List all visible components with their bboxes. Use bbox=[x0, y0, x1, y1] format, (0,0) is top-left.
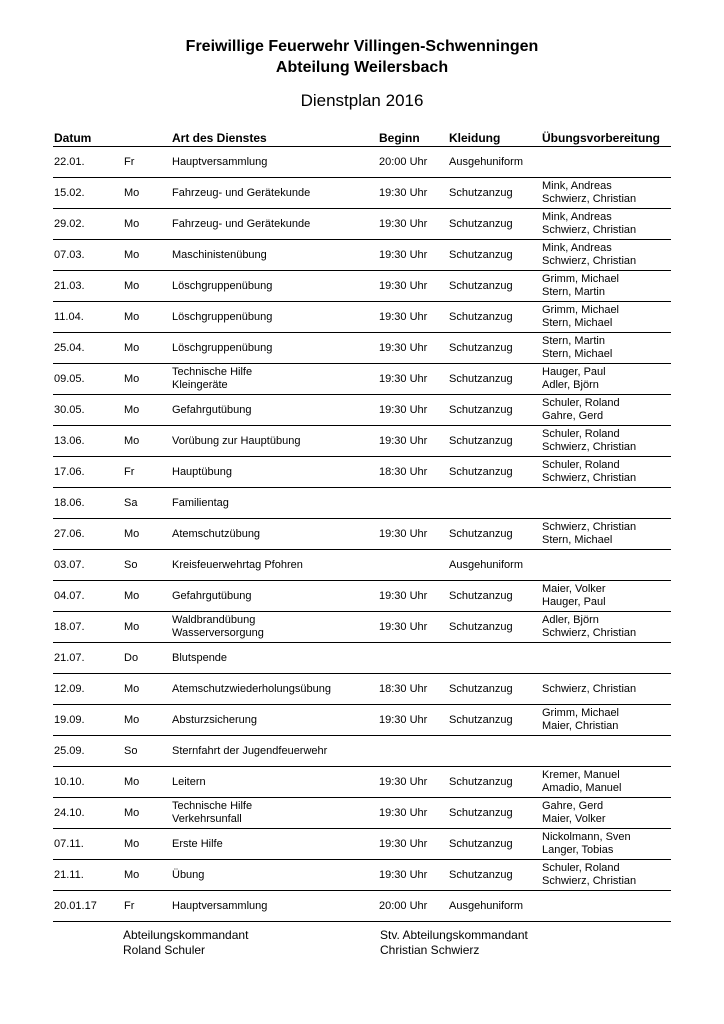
row-preparation bbox=[542, 333, 612, 363]
row-start-time: 20:00 Uhr bbox=[379, 899, 428, 912]
row-weekday: Mo bbox=[124, 248, 140, 261]
preparation-name: Stern, Michael bbox=[542, 534, 613, 546]
preparation-name: Mink, Andreas bbox=[542, 242, 612, 254]
preparation-name: Mink, Andreas bbox=[542, 211, 612, 223]
preparation-name: Stern, Michael bbox=[542, 317, 613, 329]
row-weekday: Sa bbox=[124, 496, 138, 509]
row-clothing: Ausgehuniform bbox=[449, 558, 523, 571]
preparation-name: Gahre, Gerd bbox=[542, 410, 604, 422]
row-service-type bbox=[172, 705, 257, 735]
title-line-1: Freiwillige Feuerwehr Villingen-Schwenningen bbox=[185, 38, 539, 55]
signature-deputy bbox=[380, 928, 528, 958]
service-type-line: Kleingeräte bbox=[172, 379, 228, 391]
row-clothing: Ausgehuniform bbox=[449, 899, 523, 912]
row-date: 03.07. bbox=[54, 558, 85, 571]
page-title: Dienstplan 2016 bbox=[300, 91, 424, 110]
service-type-line: Leitern bbox=[172, 775, 206, 788]
preparation-name: Grimm, Michael bbox=[542, 273, 620, 285]
signature-commander-name: Roland Schuler bbox=[123, 943, 206, 957]
row-preparation bbox=[542, 860, 636, 890]
row-service-type bbox=[172, 581, 252, 611]
schedule-table bbox=[53, 130, 671, 922]
row-start-time: 19:30 Uhr bbox=[379, 248, 428, 261]
row-start-time: 19:30 Uhr bbox=[379, 620, 428, 633]
preparation-name: Schwierz, Christian bbox=[542, 682, 637, 695]
row-service-type bbox=[172, 271, 272, 301]
row-service-type bbox=[172, 395, 252, 425]
row-service-type bbox=[172, 891, 267, 921]
preparation-name: Grimm, Michael bbox=[542, 304, 620, 316]
service-type-line: Maschinistenübung bbox=[172, 248, 267, 261]
row-start-time: 19:30 Uhr bbox=[379, 217, 428, 230]
row-clothing: Schutzanzug bbox=[449, 279, 513, 292]
service-type-line: Löschgruppenübung bbox=[172, 279, 273, 292]
preparation-name: Schwierz, Christian bbox=[542, 441, 637, 453]
row-clothing: Schutzanzug bbox=[449, 868, 513, 881]
row-date: 13.06. bbox=[54, 434, 85, 447]
table-row bbox=[53, 674, 671, 705]
row-preparation bbox=[542, 209, 636, 239]
preparation-name: Gahre, Gerd bbox=[542, 800, 604, 812]
row-weekday: Mo bbox=[124, 372, 140, 385]
signature-commander-role: Abteilungskommandant bbox=[123, 928, 249, 942]
row-date: 18.06. bbox=[54, 496, 85, 509]
service-type-line: Vorübung zur Hauptübung bbox=[172, 434, 301, 447]
service-type-line: Fahrzeug- und Gerätekunde bbox=[172, 217, 311, 230]
row-start-time: 18:30 Uhr bbox=[379, 465, 428, 478]
row-clothing: Schutzanzug bbox=[449, 837, 513, 850]
title-line-2: Abteilung Weilersbach bbox=[275, 59, 449, 76]
row-date: 24.10. bbox=[54, 806, 85, 819]
row-clothing: Schutzanzug bbox=[449, 217, 513, 230]
service-type-line: Blutspende bbox=[172, 651, 228, 664]
row-start-time: 19:30 Uhr bbox=[379, 403, 428, 416]
row-weekday: Do bbox=[124, 651, 139, 664]
row-service-type bbox=[172, 798, 252, 828]
preparation-name: Stern, Martin bbox=[542, 286, 605, 298]
signature-deputy-name: Christian Schwierz bbox=[380, 943, 480, 957]
row-service-type bbox=[172, 364, 252, 394]
column-header-clothing: Kleidung bbox=[449, 131, 501, 145]
row-preparation bbox=[542, 612, 636, 642]
row-date: 18.07. bbox=[54, 620, 85, 633]
row-clothing: Schutzanzug bbox=[449, 806, 513, 819]
row-start-time: 19:30 Uhr bbox=[379, 806, 428, 819]
table-body bbox=[53, 147, 671, 922]
row-start-time: 19:30 Uhr bbox=[379, 372, 428, 385]
row-service-type bbox=[172, 550, 303, 580]
table-row bbox=[53, 395, 671, 426]
row-date: 20.01.17 bbox=[54, 899, 97, 912]
row-start-time: 19:30 Uhr bbox=[379, 434, 428, 447]
row-start-time: 19:30 Uhr bbox=[379, 589, 428, 602]
row-clothing: Schutzanzug bbox=[449, 248, 513, 261]
preparation-name: Schuler, Roland bbox=[542, 862, 620, 874]
preparation-name: Adler, Björn bbox=[542, 614, 599, 626]
row-clothing: Schutzanzug bbox=[449, 310, 513, 323]
row-clothing: Schutzanzug bbox=[449, 403, 513, 416]
row-preparation bbox=[542, 302, 619, 332]
row-service-type bbox=[172, 674, 331, 704]
row-weekday: Mo bbox=[124, 713, 140, 726]
row-service-type bbox=[172, 302, 272, 332]
row-service-type bbox=[172, 178, 310, 208]
table-row bbox=[53, 240, 671, 271]
table-row bbox=[53, 581, 671, 612]
preparation-name: Grimm, Michael bbox=[542, 707, 620, 719]
row-weekday: Mo bbox=[124, 806, 140, 819]
table-row bbox=[53, 364, 671, 395]
service-type-line: Technische Hilfe bbox=[172, 366, 253, 378]
row-preparation bbox=[542, 674, 636, 704]
row-clothing: Schutzanzug bbox=[449, 527, 513, 540]
column-header-start: Beginn bbox=[379, 131, 420, 145]
row-weekday: Mo bbox=[124, 682, 140, 695]
row-date: 25.09. bbox=[54, 744, 85, 757]
row-weekday: Fr bbox=[124, 155, 135, 168]
preparation-name: Maier, Volker bbox=[542, 583, 606, 595]
row-weekday: Fr bbox=[124, 899, 135, 912]
row-start-time: 19:30 Uhr bbox=[379, 279, 428, 292]
row-start-time: 19:30 Uhr bbox=[379, 527, 428, 540]
table-row bbox=[53, 271, 671, 302]
row-weekday: Mo bbox=[124, 341, 140, 354]
row-preparation bbox=[542, 395, 620, 425]
table-row bbox=[53, 643, 671, 674]
preparation-name: Langer, Tobias bbox=[542, 844, 614, 856]
row-start-time: 20:00 Uhr bbox=[379, 155, 428, 168]
signature-deputy-role: Stv. Abteilungskommandant bbox=[380, 928, 528, 942]
row-service-type bbox=[172, 488, 229, 518]
preparation-name: Schuler, Roland bbox=[542, 459, 620, 471]
row-service-type bbox=[172, 860, 204, 890]
table-row bbox=[53, 705, 671, 736]
row-weekday: Mo bbox=[124, 217, 140, 230]
row-date: 10.10. bbox=[54, 775, 85, 788]
row-date: 25.04. bbox=[54, 341, 85, 354]
row-service-type bbox=[172, 767, 206, 797]
row-start-time: 19:30 Uhr bbox=[379, 775, 428, 788]
row-preparation bbox=[542, 519, 636, 549]
row-preparation bbox=[542, 426, 636, 456]
preparation-name: Kremer, Manuel bbox=[542, 769, 620, 781]
row-weekday: Mo bbox=[124, 837, 140, 850]
column-header-prep: Übungsvorbereitung bbox=[542, 131, 661, 145]
row-clothing: Schutzanzug bbox=[449, 620, 513, 633]
service-type-line: Wasserversorgung bbox=[172, 627, 264, 639]
preparation-name: Schuler, Roland bbox=[542, 397, 620, 409]
table-row bbox=[53, 302, 671, 333]
row-clothing: Schutzanzug bbox=[449, 434, 513, 447]
row-date: 22.01. bbox=[54, 155, 85, 168]
table-row bbox=[53, 767, 671, 798]
service-type-line: Familientag bbox=[172, 496, 229, 509]
service-type-line: Gefahrgutübung bbox=[172, 403, 252, 416]
table-row bbox=[53, 426, 671, 457]
row-weekday: Mo bbox=[124, 403, 140, 416]
row-date: 15.02. bbox=[54, 186, 85, 199]
row-service-type bbox=[172, 240, 267, 270]
row-date: 21.07. bbox=[54, 651, 85, 664]
table-row bbox=[53, 736, 671, 767]
column-header-date: Datum bbox=[54, 131, 92, 145]
column-header-type: Art des Dienstes bbox=[172, 131, 267, 145]
service-type-line: Fahrzeug- und Gerätekunde bbox=[172, 186, 311, 199]
preparation-name: Schwierz, Christian bbox=[542, 627, 637, 639]
row-date: 07.11. bbox=[54, 837, 84, 850]
preparation-name: Stern, Michael bbox=[542, 348, 613, 360]
service-type-line: Atemschutzübung bbox=[172, 527, 261, 540]
row-weekday: Mo bbox=[124, 589, 140, 602]
row-service-type bbox=[172, 147, 267, 177]
row-service-type bbox=[172, 333, 272, 363]
preparation-name: Schwierz, Christian bbox=[542, 255, 637, 267]
row-clothing: Schutzanzug bbox=[449, 372, 513, 385]
row-start-time: 19:30 Uhr bbox=[379, 310, 428, 323]
row-date: 17.06. bbox=[54, 465, 85, 478]
service-type-line: Atemschutzwiederholungsübung bbox=[172, 682, 331, 695]
row-date: 19.09. bbox=[54, 713, 85, 726]
row-preparation bbox=[542, 178, 636, 208]
row-clothing: Ausgehuniform bbox=[449, 155, 523, 168]
table-row bbox=[53, 798, 671, 829]
table-row bbox=[53, 178, 671, 209]
row-preparation bbox=[542, 364, 606, 394]
row-date: 04.07. bbox=[54, 589, 85, 602]
row-date: 09.05. bbox=[54, 372, 85, 385]
row-date: 21.11. bbox=[54, 868, 84, 881]
signature-commander bbox=[123, 928, 248, 958]
preparation-name: Schwierz, Christian bbox=[542, 193, 637, 205]
row-clothing: Schutzanzug bbox=[449, 589, 513, 602]
row-preparation bbox=[542, 581, 606, 611]
table-row bbox=[53, 519, 671, 550]
table-header bbox=[53, 130, 671, 147]
service-type-line: Technische Hilfe bbox=[172, 800, 253, 812]
preparation-name: Mink, Andreas bbox=[542, 180, 612, 192]
row-preparation bbox=[542, 457, 636, 487]
table-row bbox=[53, 147, 671, 178]
row-service-type bbox=[172, 457, 232, 487]
service-type-line: Sternfahrt der Jugendfeuerwehr bbox=[172, 744, 328, 757]
table-row bbox=[53, 457, 671, 488]
preparation-name: Schwierz, Christian bbox=[542, 521, 637, 533]
preparation-name: Schuler, Roland bbox=[542, 428, 620, 440]
row-start-time: 19:30 Uhr bbox=[379, 837, 428, 850]
row-clothing: Schutzanzug bbox=[449, 186, 513, 199]
row-service-type bbox=[172, 643, 227, 673]
service-type-line: Verkehrsunfall bbox=[172, 813, 242, 825]
row-start-time: 19:30 Uhr bbox=[379, 713, 428, 726]
row-preparation bbox=[542, 705, 619, 735]
preparation-name: Amadio, Manuel bbox=[542, 782, 622, 794]
service-type-line: Absturzsicherung bbox=[172, 713, 257, 726]
preparation-name: Hauger, Paul bbox=[542, 596, 606, 608]
service-type-line: Kreisfeuerwehrtag Pfohren bbox=[172, 558, 303, 571]
row-preparation bbox=[542, 240, 636, 270]
row-service-type bbox=[172, 829, 223, 859]
row-weekday: Mo bbox=[124, 868, 140, 881]
table-row bbox=[53, 333, 671, 364]
row-weekday: Mo bbox=[124, 279, 140, 292]
row-weekday: Mo bbox=[124, 620, 140, 633]
row-start-time: 19:30 Uhr bbox=[379, 868, 428, 881]
row-weekday: Fr bbox=[124, 465, 135, 478]
table-row bbox=[53, 860, 671, 891]
row-date: 29.02. bbox=[54, 217, 85, 230]
service-type-line: Hauptübung bbox=[172, 465, 232, 478]
preparation-name: Schwierz, Christian bbox=[542, 472, 637, 484]
table-row bbox=[53, 829, 671, 860]
row-date: 12.09. bbox=[54, 682, 85, 695]
preparation-name: Nickolmann, Sven bbox=[542, 831, 631, 843]
row-service-type bbox=[172, 736, 327, 766]
row-date: 27.06. bbox=[54, 527, 85, 540]
row-clothing: Schutzanzug bbox=[449, 341, 513, 354]
row-clothing: Schutzanzug bbox=[449, 465, 513, 478]
row-weekday: So bbox=[124, 744, 138, 757]
service-type-line: Löschgruppenübung bbox=[172, 341, 273, 354]
row-start-time: 19:30 Uhr bbox=[379, 186, 428, 199]
row-service-type bbox=[172, 209, 310, 239]
row-service-type bbox=[172, 612, 264, 642]
service-type-line: Löschgruppenübung bbox=[172, 310, 273, 323]
row-weekday: Mo bbox=[124, 775, 140, 788]
row-clothing: Schutzanzug bbox=[449, 775, 513, 788]
row-service-type bbox=[172, 519, 260, 549]
row-clothing: Schutzanzug bbox=[449, 713, 513, 726]
row-date: 07.03. bbox=[54, 248, 85, 261]
table-row bbox=[53, 891, 671, 922]
table-row bbox=[53, 209, 671, 240]
preparation-name: Stern, Martin bbox=[542, 335, 605, 347]
row-weekday: Mo bbox=[124, 186, 140, 199]
row-preparation bbox=[542, 767, 622, 797]
row-weekday: So bbox=[124, 558, 138, 571]
row-weekday: Mo bbox=[124, 527, 140, 540]
service-type-line: Übung bbox=[172, 868, 205, 881]
row-preparation bbox=[542, 798, 606, 828]
service-type-line: Waldbrandübung bbox=[172, 614, 256, 626]
preparation-name: Schwierz, Christian bbox=[542, 224, 637, 236]
service-type-line: Erste Hilfe bbox=[172, 837, 223, 850]
preparation-name: Adler, Björn bbox=[542, 379, 599, 391]
row-weekday: Mo bbox=[124, 434, 140, 447]
row-clothing: Schutzanzug bbox=[449, 682, 513, 695]
table-row bbox=[53, 488, 671, 519]
row-date: 30.05. bbox=[54, 403, 85, 416]
row-date: 11.04. bbox=[54, 310, 84, 323]
preparation-name: Schwierz, Christian bbox=[542, 875, 637, 887]
row-date: 21.03. bbox=[54, 279, 85, 292]
table-row bbox=[53, 550, 671, 581]
row-weekday: Mo bbox=[124, 310, 140, 323]
row-start-time: 19:30 Uhr bbox=[379, 341, 428, 354]
row-service-type bbox=[172, 426, 300, 456]
service-type-line: Gefahrgutübung bbox=[172, 589, 252, 602]
row-preparation bbox=[542, 271, 619, 301]
row-start-time: 18:30 Uhr bbox=[379, 682, 428, 695]
table-row bbox=[53, 612, 671, 643]
preparation-name: Hauger, Paul bbox=[542, 366, 606, 378]
service-type-line: Hauptversammlung bbox=[172, 899, 268, 912]
row-preparation bbox=[542, 829, 631, 859]
preparation-name: Maier, Volker bbox=[542, 813, 606, 825]
preparation-name: Maier, Christian bbox=[542, 720, 619, 732]
service-type-line: Hauptversammlung bbox=[172, 155, 268, 168]
